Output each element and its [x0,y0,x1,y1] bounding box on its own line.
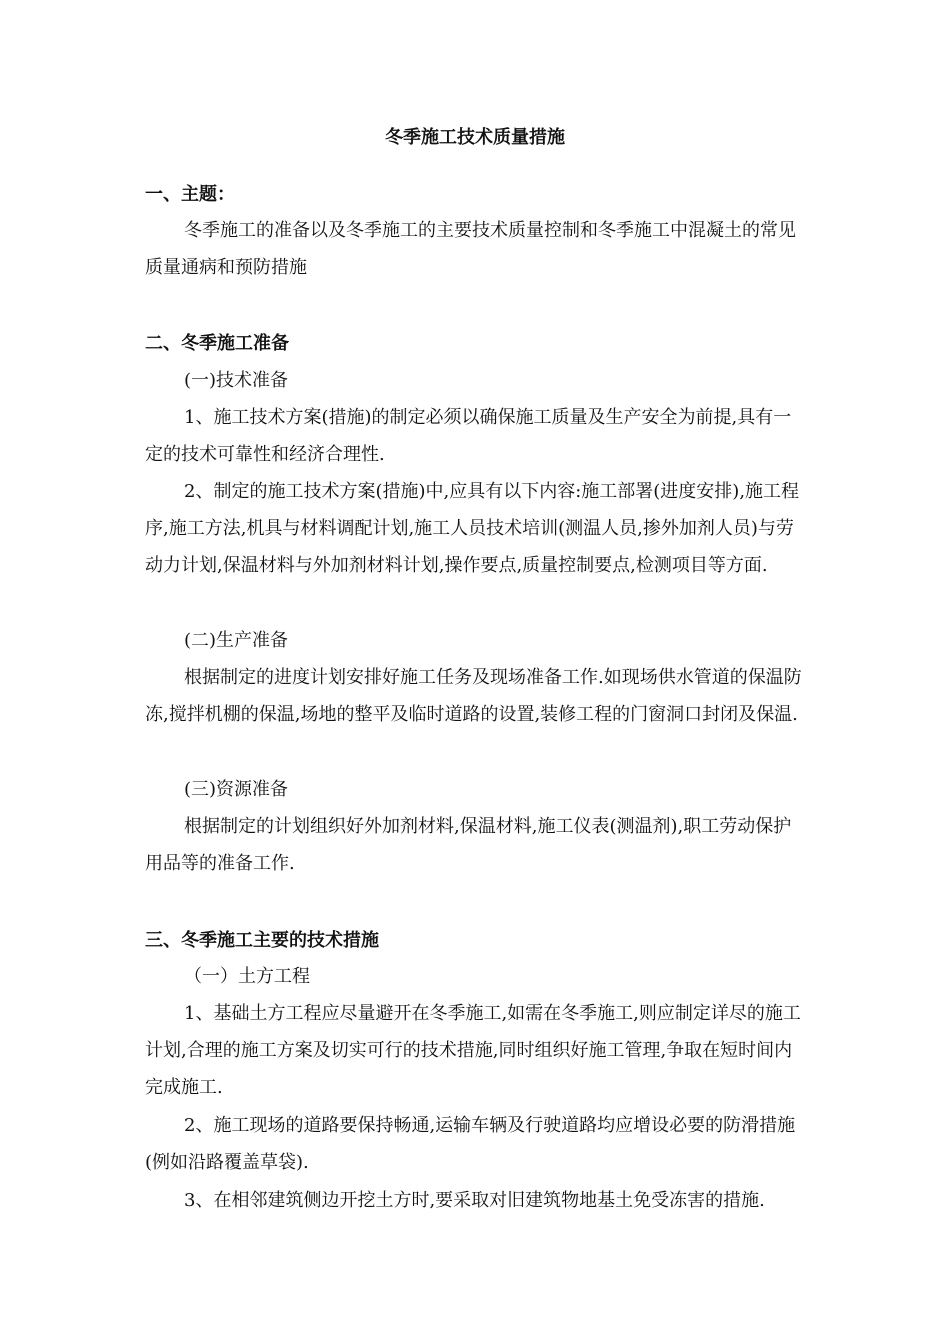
resource-prep-paragraph: 根据制定的计划组织好外加剂材料,保温材料,施工仪表(测温剂),职工劳动保护用品等的准备工作. [145,816,792,874]
section-1-paragraph: 冬季施工的准备以及冬季施工的主要技术质量控制和冬季施工中混凝土的常见质量通病和预防措施 [145,220,796,278]
section-3-heading: 三、冬季施工主要的技术措施 [145,930,379,951]
subsection-earthwork-label: （一）土方工程 [184,966,310,987]
section-2-heading: 二、冬季施工准备 [145,333,289,354]
technical-prep-paragraph-2: 2、制定的施工技术方案(措施)中,应具有以下内容:施工部署(进度安排),施工程序,施工方法,机具与材料调配计划,施工人员技术培训(测温人员,掺外加剂人员)与劳动力计划,保温材料与外加剂材料计划,操作要点,质量控制要点,检测项目等方面. [145,481,800,576]
earthwork-paragraph-2: 2、施工现场的道路要保持畅通,运输车辆及行驶道路均应增设必要的防滑措施(例如沿路覆盖草袋). [145,1115,796,1173]
technical-prep-paragraph-1: 1、施工技术方案(措施)的制定必须以确保施工质量及生产安全为前提,具有一定的技术可靠性和经济合理性. [145,407,792,465]
document-title: 冬季施工技术质量措施 [385,127,565,148]
production-prep-paragraph: 根据制定的进度计划安排好施工任务及现场准备工作.如现场供水管道的保温防冻,搅拌机棚的保温,场地的整平及临时道路的设置,装修工程的门窗洞口封闭及保温. [145,667,802,725]
section-1-heading: 一、主题： [145,184,235,205]
subsection-technical-prep-label: (一)技术准备 [184,370,289,391]
earthwork-paragraph-3: 3、在相邻建筑侧边开挖土方时,要采取对旧建筑物地基土免受冻害的措施. [184,1190,765,1211]
earthwork-paragraph-1: 1、基础土方工程应尽量避开在冬季施工,如需在冬季施工,则应制定详尽的施工计划,合理的施工方案及切实可行的技术措施,同时组织好施工管理,争取在短时间内完成施工. [145,1003,801,1098]
subsection-production-prep-label: (二)生产准备 [184,630,289,651]
subsection-resource-prep-label: (三)资源准备 [184,779,289,800]
